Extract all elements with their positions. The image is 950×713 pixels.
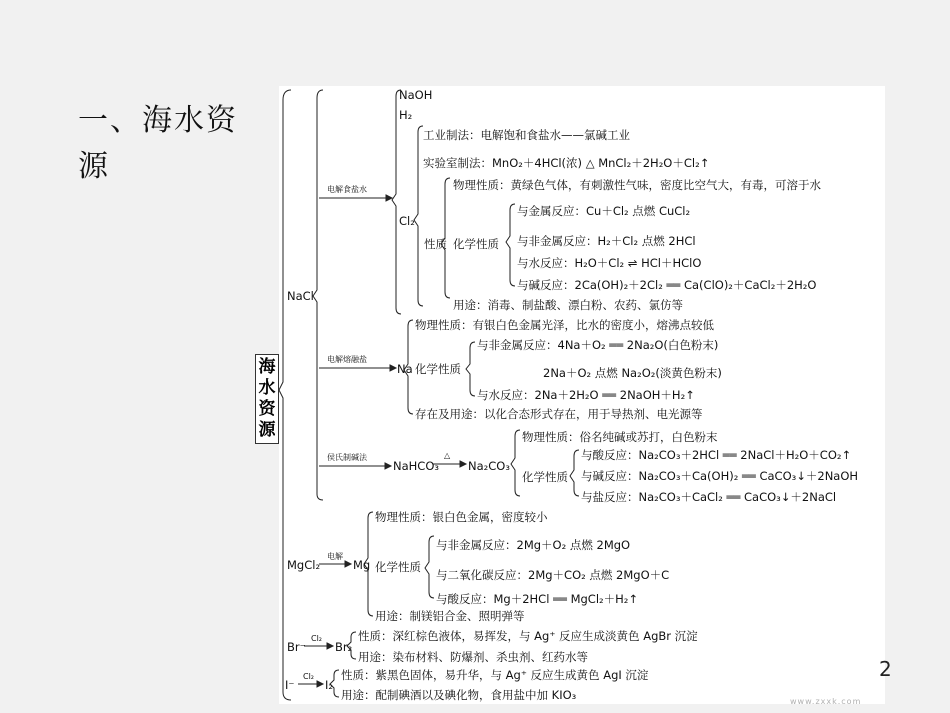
na-reaction-water: 与水反应：2Na＋2H₂O ══ 2NaOH＋H₂↑ xyxy=(477,388,695,402)
cl2-reaction-nonmetal: 与非金属反应：H₂＋Cl₂ 点燃 2HCl xyxy=(517,234,696,248)
mg-reaction-acid: 与酸反应：Mg＋2HCl ══ MgCl₂＋H₂↑ xyxy=(436,592,639,606)
iodide-ion-label: I⁻ xyxy=(285,678,295,692)
iodine-arrow-label: Cl₂ xyxy=(303,672,315,681)
mg-uses: 用途：制镁铝合金、照明弹等 xyxy=(375,609,525,623)
mgcl2-label: MgCl₂ xyxy=(287,558,321,572)
naoh-product: NaOH xyxy=(399,88,433,102)
mg-physical-property: 物理性质：银白色金属，密度较小 xyxy=(375,510,548,524)
cl2-industrial-method: 工业制法：电解饱和食盐水——氯碱工业 xyxy=(423,128,630,142)
bromine-arrow-label: Cl₂ xyxy=(311,634,323,643)
na-physical-property: 物理性质：有银白色金属光泽，比水的密度小，熔沸点较低 xyxy=(415,318,714,332)
na2co3-reaction-salt: 与盐反应：Na₂CO₃＋CaCl₂ ══ CaCO₃↓＋2NaCl xyxy=(581,490,837,504)
mg-reaction-co2: 与二氧化碳反应：2Mg＋CO₂ 点燃 2MgO＋C xyxy=(436,568,670,582)
cl2-chemical-label: 化学性质 xyxy=(453,237,499,251)
bromine-label: Br₂ xyxy=(335,640,353,654)
bromine-property: 性质：深红棕色液体，易挥发，与 Ag⁺ 反应生成淡黄色 AgBr 沉淀 xyxy=(358,629,698,643)
nacl-label: NaCl xyxy=(287,289,314,303)
bromide-ion-label: Br⁻ xyxy=(287,640,306,654)
arrow-label-electrolysis-molten: 电解熔融盐 xyxy=(327,355,367,364)
cl2-reaction-base: 与碱反应：2Ca(OH)₂＋2Cl₂ ══ Ca(ClO)₂＋CaCl₂＋2H₂O xyxy=(517,278,817,292)
na2co3-reaction-base: 与碱反应：Na₂CO₃＋Ca(OH)₂ ══ CaCO₃↓＋2NaOH xyxy=(581,469,859,483)
cl2-lab-method: 实验室制法：MnO₂＋4HCl(浓) △ MnCl₂＋2H₂O＋Cl₂↑ xyxy=(423,156,710,170)
cl2-product: Cl₂ xyxy=(399,214,415,228)
arrow-label-electrolysis-brine: 电解食盐水 xyxy=(327,185,367,194)
cl2-reaction-metal: 与金属反应：Cu＋Cl₂ 点燃 CuCl₂ xyxy=(517,204,691,218)
cl2-uses: 用途：消毒、制盐酸、漂白粉、农药、氯仿等 xyxy=(453,298,683,312)
cl2-reaction-water: 与水反应：H₂O＋Cl₂ ⇌ HCl＋HClO xyxy=(517,256,702,270)
watermark: www.zxxk.com xyxy=(790,697,862,706)
heat-symbol: △ xyxy=(444,451,451,460)
na2co3-physical-property: 物理性质：俗名纯碱或苏打，白色粉末 xyxy=(522,430,718,444)
iodine-uses: 用途：配制碘酒以及碘化物，食用盐中加 KIO₃ xyxy=(341,688,577,702)
na2co3-label: Na₂CO₃ xyxy=(468,459,510,473)
na-reaction-nonmetal-1: 与非金属反应：4Na＋O₂ ══ 2Na₂O(白色粉末) xyxy=(477,338,719,352)
knowledge-diagram xyxy=(258,86,885,704)
na2co3-reaction-acid: 与酸反应：Na₂CO₃＋2HCl ══ 2NaCl＋H₂O＋CO₂↑ xyxy=(581,448,852,462)
na-reaction-nonmetal-2: 2Na＋O₂ 点燃 Na₂O₂(淡黄色粉末) xyxy=(543,366,722,380)
root-label-box: 海水资源 xyxy=(255,354,279,444)
bromine-uses: 用途：染布材料、防爆剂、杀虫剂、红药水等 xyxy=(358,650,588,664)
na2co3-chemical-label: 化学性质 xyxy=(522,470,568,484)
iodine-label: I₂ xyxy=(325,678,334,692)
mg-chemical-label: 化学性质 xyxy=(375,560,421,574)
nahco3-label: NaHCO₃ xyxy=(393,459,439,473)
arrow-label-electrolysis: 电解 xyxy=(327,552,343,561)
page-number: 2 xyxy=(879,657,892,681)
na-existence-uses: 存在及用途：以化合态形式存在，用于导热剂、电光源等 xyxy=(415,407,703,421)
na-chemical-label: 化学性质 xyxy=(415,362,461,376)
iodine-property: 性质：紫黑色固体，易升华，与 Ag⁺ 反应生成黄色 AgI 沉淀 xyxy=(341,668,649,682)
na-product: Na xyxy=(397,362,413,376)
arrow-label-hou-process: 侯氏制碱法 xyxy=(327,453,367,462)
mg-reaction-nonmetal: 与非金属反应：2Mg＋O₂ 点燃 2MgO xyxy=(436,538,631,552)
mg-product: Mg xyxy=(353,558,371,572)
section-heading: 一、海水资源 xyxy=(78,103,238,184)
cl2-physical-property: 物理性质：黄绿色气体，有刺激性气味，密度比空气大，有毒，可溶于水 xyxy=(453,178,821,192)
h2-product: H₂ xyxy=(399,108,413,122)
cl2-property-label: 性质 xyxy=(424,237,447,251)
